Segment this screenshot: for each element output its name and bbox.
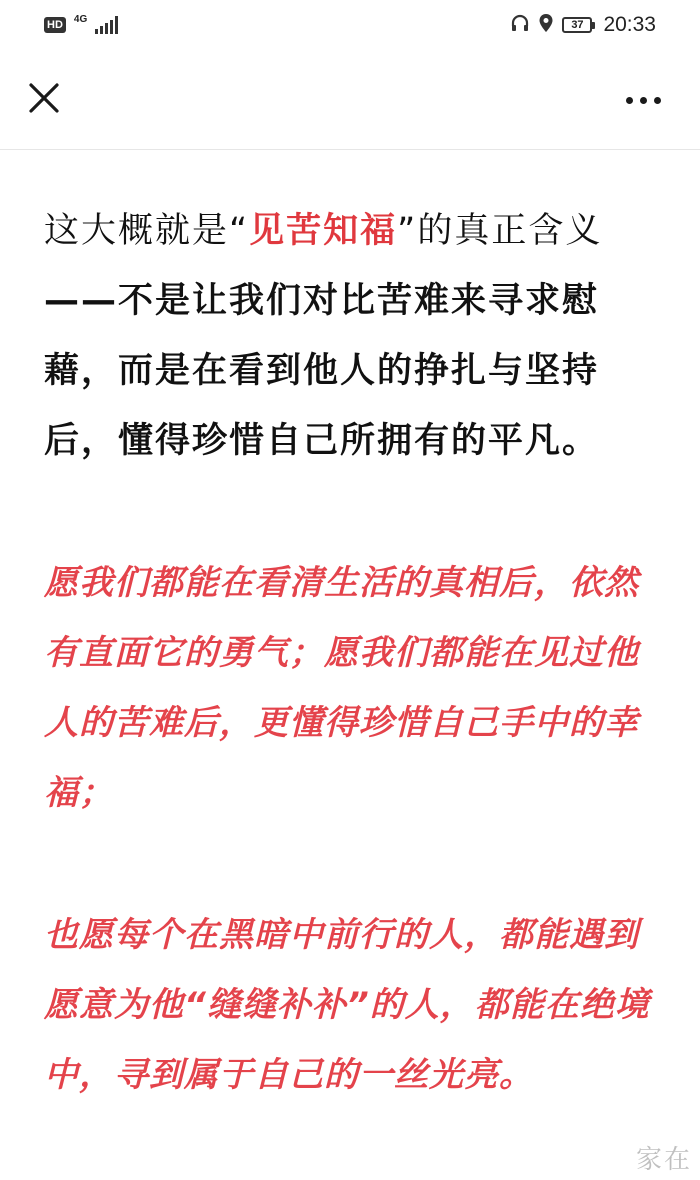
signal-icon: [95, 16, 118, 34]
paragraph-1-prefix: 这大概就是: [44, 211, 230, 251]
highlight-phrase: 见苦知福: [249, 211, 398, 251]
paragraph-3: 也愿每个在黑暗中前行的人，都能遇到愿意为他“缝缝补补”的人，都能在绝境中，寻到属于自己的一丝光亮。: [44, 915, 650, 1095]
close-button[interactable]: [22, 76, 66, 120]
watermark-logo: 家在: [635, 1145, 692, 1175]
paragraph-1-bold: ——不是让我们对比苦难来寻求慰藉，而是在看到他人的挣扎与坚持后，懂得珍惜自己所拥有的平凡。: [44, 281, 600, 461]
location-icon: [538, 13, 554, 38]
quote-open: “: [229, 211, 250, 251]
title-bar: [0, 50, 700, 150]
more-options-button[interactable]: [618, 80, 668, 120]
more-icon: [626, 97, 633, 104]
network-type: 4G: [73, 14, 88, 25]
quote-close: ”: [397, 211, 418, 251]
status-right: [510, 13, 656, 38]
paragraph-1-suffix: 的真正含义: [417, 211, 603, 251]
status-bar: [0, 0, 700, 50]
paragraph-1: [44, 196, 660, 476]
clock: 20:33: [603, 13, 656, 36]
article-body: [44, 196, 660, 1110]
hd-badge: HD: [44, 17, 66, 33]
battery-level: 37: [562, 17, 592, 33]
close-icon: [27, 81, 61, 115]
battery-icon: [562, 17, 595, 33]
paragraph-2: 愿我们都能在看清生活的真相后，依然有直面它的勇气；愿我们都能在见过他人的苦难后，更懂得珍惜自己手中的幸福；: [44, 563, 639, 813]
headphones-icon: [510, 13, 530, 38]
status-left: [44, 16, 118, 34]
